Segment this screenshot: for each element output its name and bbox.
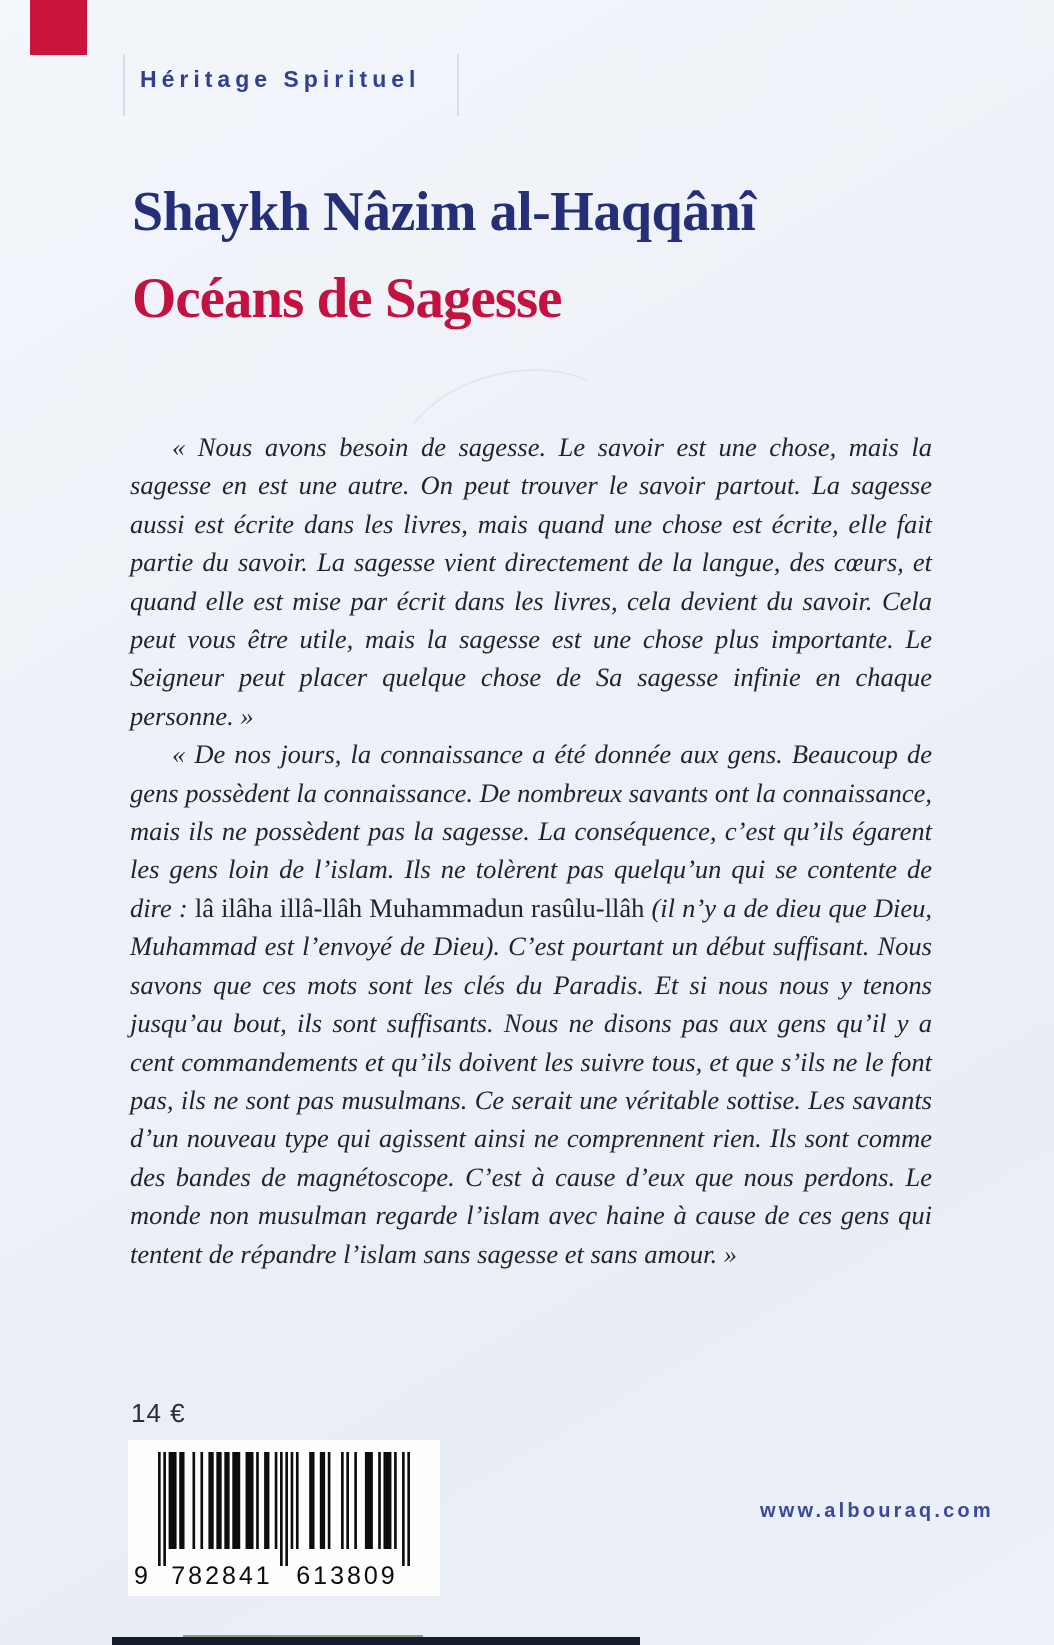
author-name: Shaykh Nâzim al-Haqqânî — [132, 181, 756, 243]
barcode-bars — [158, 1452, 410, 1568]
shahada-transliteration: lâ ilâha illâ-llâh Muhammadun rasûlu-llâh — [194, 892, 645, 923]
red-corner-mark — [30, 0, 87, 55]
book-title: Océans de Sagesse — [132, 267, 562, 330]
scan-fold-line-left — [123, 54, 125, 116]
ean-barcode — [128, 1440, 440, 1596]
scan-edge-dark-strip — [112, 1637, 640, 1645]
barcode-group-right: 613809 — [296, 1562, 398, 1590]
barcode-digit-lead: 9 — [134, 1562, 151, 1590]
publisher-website: www.albouraq.com — [760, 1500, 994, 1522]
quote-paragraph-2 — [130, 735, 932, 1273]
quote-paragraph-1: « Nous avons besoin de sagesse. Le savoir est une chose, mais la sagesse en est une autre. On peut trouver le savoir partout. La sagesse aussi est écrite dans les livres, mais quand une chose est écrite, elle fait partie du savoir. La sagesse vient directement de la langue, des cœurs, et quand elle est mise par écrit dans les livres, cela devient du savoir. Cela peut vous être utile, mais la sagesse est une chose plus importante. Le Seigneur peut placer quelque chose de Sa sagesse infinie en chaque personne. » — [130, 432, 932, 731]
quote2-lead: « De nos jours, la connaissance a été donnée aux gens. Beaucoup de gens possèdent la connaissance. De nombreux savants ont la connaissance, mais ils ne possèdent pas la sagesse. La conséquence, c’est qu’ils égarent les gens loin de l’islam. Ils ne tolèrent pas quelqu’un qui se contente de dire : — [130, 739, 932, 923]
price-label: 14 € — [131, 1398, 186, 1428]
barcode-group-left: 782841 — [171, 1562, 273, 1590]
back-cover-quotes — [130, 428, 932, 1273]
quote2-rest: (il n’y a de dieu que Dieu, Muhammad est l’envoyé de Dieu). C’est pourtant un début suffisant. Nous savons que ces mots sont les clés du Paradis. Et si nous nous y tenons jusqu’au bout, ils sont suffisants. Nous ne disons pas aux gens qu’il y a cent commandements et qu’ils doivent les suivre tous, et que s’ils ne le font pas, ils ne sont pas musulmans. Ce serait une véritable sottise. Les savants d’un nouveau type qui agissent ainsi ne comprennent rien. Ils sont comme des bandes de magnétoscope. C’est à cause d’eux que nous perdons. Le monde non musulman regarde l’islam avec haine à cause de ces gens qui tentent de répandre l’islam sans sagesse et sans amour. » — [130, 892, 933, 1269]
scan-fold-line-right — [457, 54, 459, 116]
collection-label: Héritage Spirituel — [140, 66, 421, 92]
